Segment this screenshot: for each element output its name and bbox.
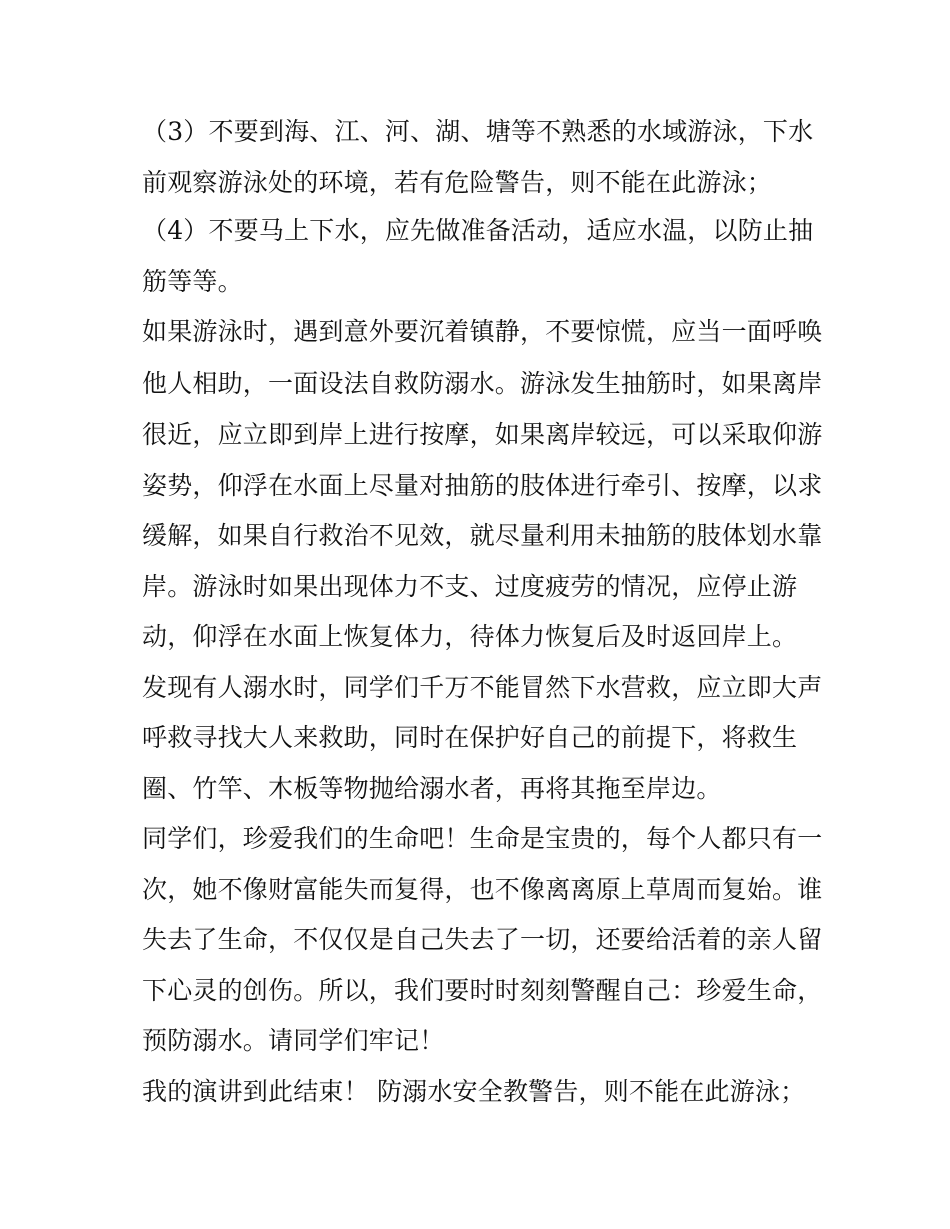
text-line: 筋等等。 [142, 267, 243, 296]
text-line: 岸。游泳时如果出现体力不支、过度疲劳的情况，应停止游 [142, 572, 798, 601]
text-line: 他人相助，一面设法自救防溺水。游泳发生抽筋时，如果离岸 [142, 369, 823, 398]
text-line: 同学们，珍爱我们的生命吧！生命是宝贵的，每个人都只有一 [142, 824, 823, 853]
text-line: 前观察游泳处的环境，若有危险警告，则不能在此游泳； [142, 168, 773, 197]
text-line: 如果游泳时，遇到意外要沉着镇静，不要惊慌，应当一面呼唤 [142, 317, 823, 346]
text-line: 下心灵的创伤。所以，我们要时时刻刻警醒自己：珍爱生命， [142, 976, 823, 1005]
text-line: （4）不要马上下水，应先做准备活动，适应水温，以防止抽 [142, 216, 814, 245]
text-line: 缓解，如果自行救治不见效，就尽量利用未抽筋的肢体划水靠 [142, 521, 823, 550]
text-line: 次，她不像财富能失而复得，也不像离离原上草周而复始。谁 [142, 875, 823, 904]
text-line: 姿势，仰浮在水面上尽量对抽筋的肢体进行牵引、按摩，以求 [142, 471, 823, 500]
text-line: 发现有人溺水时，同学们千万不能冒然下水营救，应立即大声 [142, 673, 823, 702]
text-line: 很近，应立即到岸上进行按摩，如果离岸较远，可以采取仰游 [142, 420, 823, 449]
text-line: 动，仰浮在水面上恢复体力，待体力恢复后及时返回岸上。 [142, 622, 798, 651]
text-line: 呼救寻找大人来救助，同时在保护好自己的前提下，将救生 [142, 723, 798, 752]
text-line: （3）不要到海、江、河、湖、塘等不熟悉的水域游泳，下水 [142, 117, 814, 146]
text-line: 失去了生命，不仅仅是自己失去了一切，还要给活着的亲人留 [142, 925, 823, 954]
text-line: 圈、竹竿、木板等物抛给溺水者，再将其拖至岸边。 [142, 774, 722, 803]
text-line: 我的演讲到此结束！ 防溺水安全教警告，则不能在此游泳； [142, 1077, 806, 1106]
text-line: 预防溺水。请同学们牢记！ [142, 1026, 445, 1055]
